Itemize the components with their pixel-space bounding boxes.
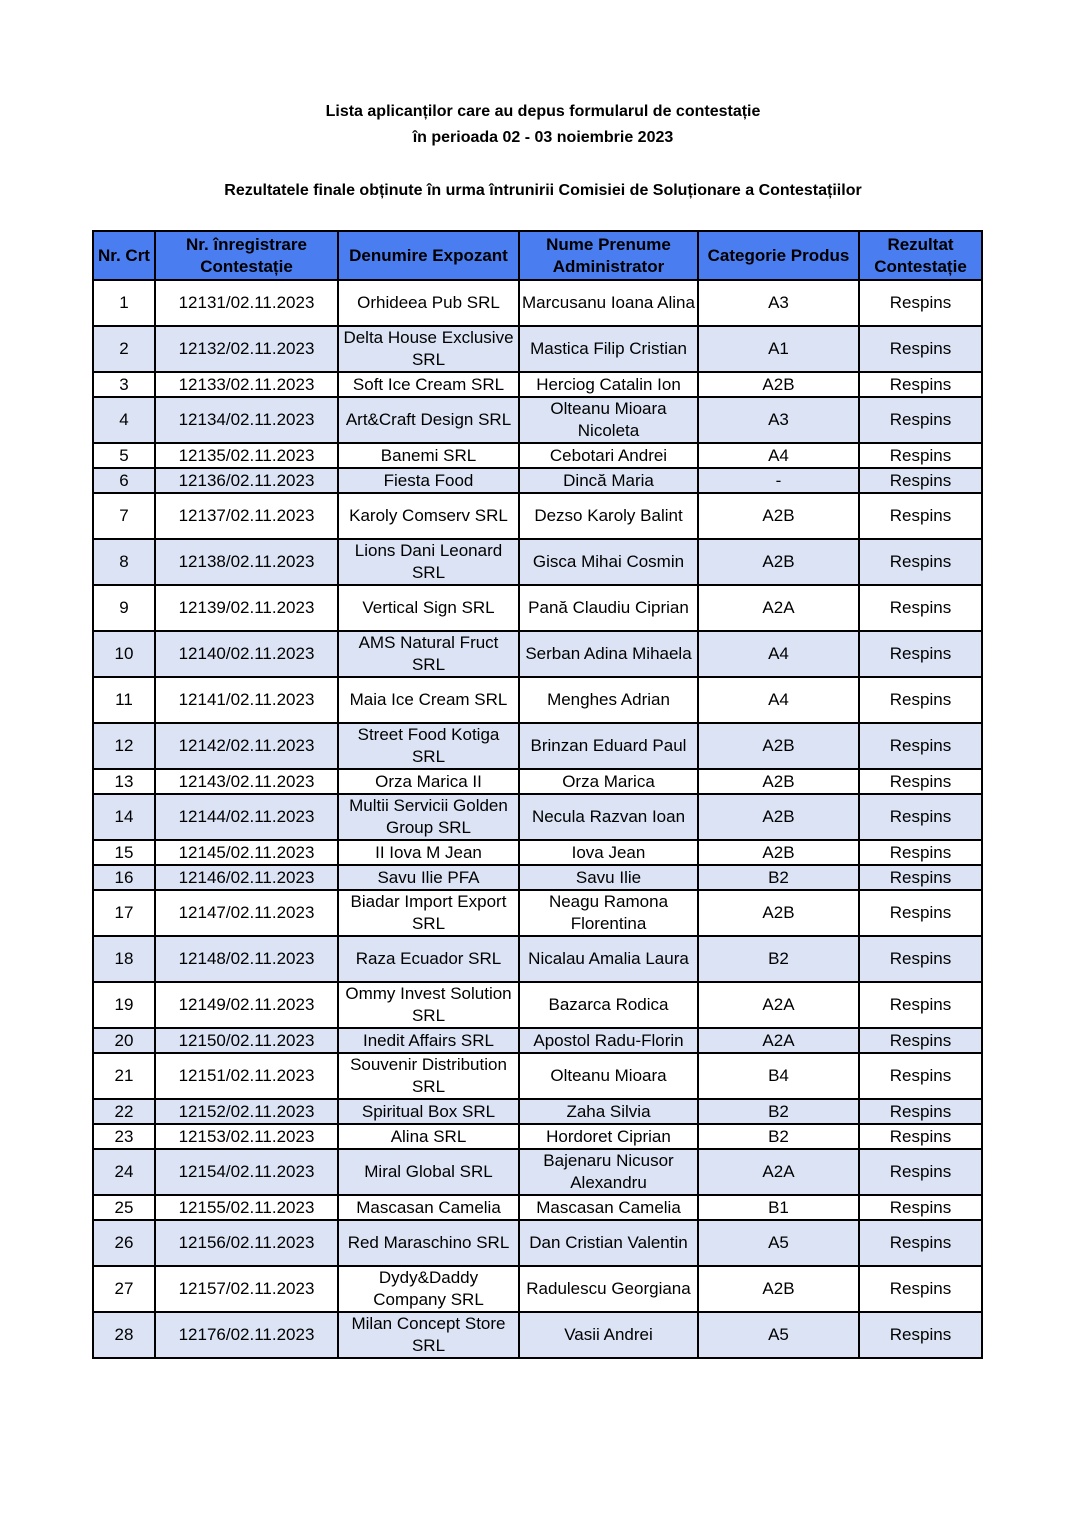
table-row (93, 677, 982, 723)
cell-rezultat: Respins (859, 1220, 982, 1266)
cell-nr-crt: 5 (93, 443, 155, 468)
cell-nr-crt: 11 (93, 677, 155, 723)
cell-nume-administrator: Necula Razvan Ioan (519, 794, 698, 840)
cell-nr-inregistrare: 12148/02.11.2023 (155, 936, 338, 982)
cell-denumire-expozant: Alina SRL (338, 1124, 519, 1149)
table-row (93, 890, 982, 936)
cell-categorie-produs: A2A (698, 1028, 859, 1053)
table-row (93, 1099, 982, 1124)
cell-nr-inregistrare: 12142/02.11.2023 (155, 723, 338, 769)
cell-denumire-expozant: Inedit Affairs SRL (338, 1028, 519, 1053)
cell-rezultat: Respins (859, 631, 982, 677)
cell-categorie-produs: A2B (698, 794, 859, 840)
cell-denumire-expozant: Banemi SRL (338, 443, 519, 468)
cell-denumire-expozant: Mascasan Camelia (338, 1195, 519, 1220)
cell-denumire-expozant: Red Maraschino SRL (338, 1220, 519, 1266)
cell-nr-crt: 17 (93, 890, 155, 936)
cell-denumire-expozant: Spiritual Box SRL (338, 1099, 519, 1124)
cell-nume-administrator: Pană Claudiu Ciprian (519, 585, 698, 631)
cell-nume-administrator: Dezso Karoly Balint (519, 493, 698, 539)
cell-categorie-produs: B2 (698, 865, 859, 890)
cell-denumire-expozant: Fiesta Food (338, 468, 519, 493)
table-row (93, 539, 982, 585)
cell-nr-crt: 21 (93, 1053, 155, 1099)
cell-nume-administrator: Zaha Silvia (519, 1099, 698, 1124)
cell-rezultat: Respins (859, 1124, 982, 1149)
table-row (93, 372, 982, 397)
cell-rezultat: Respins (859, 1312, 982, 1358)
table-row (93, 1266, 982, 1312)
cell-nume-administrator: Mastica Filip Cristian (519, 326, 698, 372)
cell-categorie-produs: A2A (698, 585, 859, 631)
document-subtitle: Rezultatele finale obținute în urma întrunirii Comisiei de Soluționare a Contestațiilor (224, 182, 862, 199)
cell-nr-crt: 9 (93, 585, 155, 631)
title-line-1: Lista aplicanților care au depus formularul de contestație (325, 103, 761, 120)
cell-nr-inregistrare: 12131/02.11.2023 (155, 280, 338, 326)
table-row (93, 982, 982, 1028)
cell-nume-administrator: Iova Jean (519, 840, 698, 865)
cell-categorie-produs: A2B (698, 493, 859, 539)
table-row (93, 326, 982, 372)
table-row (93, 1195, 982, 1220)
cell-rezultat: Respins (859, 769, 982, 794)
table-row (93, 794, 982, 840)
cell-denumire-expozant: Multii Servicii Golden Group SRL (338, 794, 519, 840)
cell-nume-administrator: Menghes Adrian (519, 677, 698, 723)
table-row (93, 1312, 982, 1358)
cell-nr-inregistrare: 12145/02.11.2023 (155, 840, 338, 865)
cell-nr-crt: 6 (93, 468, 155, 493)
table-header-row (93, 231, 982, 280)
cell-rezultat: Respins (859, 326, 982, 372)
cell-nr-inregistrare: 12150/02.11.2023 (155, 1028, 338, 1053)
cell-rezultat: Respins (859, 1266, 982, 1312)
cell-categorie-produs: A2B (698, 1266, 859, 1312)
cell-rezultat: Respins (859, 840, 982, 865)
cell-denumire-expozant: Ommy Invest Solution SRL (338, 982, 519, 1028)
cell-nr-crt: 12 (93, 723, 155, 769)
cell-rezultat: Respins (859, 493, 982, 539)
cell-rezultat: Respins (859, 1053, 982, 1099)
cell-nr-crt: 22 (93, 1099, 155, 1124)
cell-nr-crt: 26 (93, 1220, 155, 1266)
cell-denumire-expozant: Art&Craft Design SRL (338, 397, 519, 443)
table-row (93, 585, 982, 631)
cell-categorie-produs: A2B (698, 723, 859, 769)
cell-denumire-expozant: AMS Natural Fruct SRL (338, 631, 519, 677)
header-rezultat: Rezultat Contestație (859, 231, 982, 280)
table-row (93, 936, 982, 982)
cell-nr-crt: 18 (93, 936, 155, 982)
cell-denumire-expozant: Biadar Import Export SRL (338, 890, 519, 936)
cell-categorie-produs: B2 (698, 936, 859, 982)
table-row (93, 769, 982, 794)
cell-denumire-expozant: Milan Concept Store SRL (338, 1312, 519, 1358)
cell-nr-inregistrare: 12146/02.11.2023 (155, 865, 338, 890)
cell-categorie-produs: - (698, 468, 859, 493)
table-row (93, 1028, 982, 1053)
header-denumire-expozant: Denumire Expozant (338, 231, 519, 280)
cell-nume-administrator: Dincă Maria (519, 468, 698, 493)
cell-categorie-produs: A5 (698, 1220, 859, 1266)
cell-categorie-produs: A2A (698, 982, 859, 1028)
cell-denumire-expozant: Orza Marica II (338, 769, 519, 794)
cell-nr-crt: 19 (93, 982, 155, 1028)
cell-nr-inregistrare: 12149/02.11.2023 (155, 982, 338, 1028)
cell-nr-inregistrare: 12137/02.11.2023 (155, 493, 338, 539)
cell-nume-administrator: Radulescu Georgiana (519, 1266, 698, 1312)
cell-categorie-produs: A5 (698, 1312, 859, 1358)
table-row (93, 865, 982, 890)
cell-rezultat: Respins (859, 890, 982, 936)
table-row (93, 493, 982, 539)
cell-rezultat: Respins (859, 372, 982, 397)
table-row (93, 1124, 982, 1149)
cell-nr-inregistrare: 12176/02.11.2023 (155, 1312, 338, 1358)
cell-nr-inregistrare: 12151/02.11.2023 (155, 1053, 338, 1099)
cell-denumire-expozant: Raza Ecuador SRL (338, 936, 519, 982)
cell-nr-crt: 24 (93, 1149, 155, 1195)
cell-denumire-expozant: Miral Global SRL (338, 1149, 519, 1195)
cell-nr-crt: 23 (93, 1124, 155, 1149)
cell-nume-administrator: Olteanu Mioara Nicoleta (519, 397, 698, 443)
cell-categorie-produs: A3 (698, 280, 859, 326)
cell-rezultat: Respins (859, 585, 982, 631)
cell-categorie-produs: A2A (698, 1149, 859, 1195)
cell-nr-inregistrare: 12156/02.11.2023 (155, 1220, 338, 1266)
cell-nr-inregistrare: 12139/02.11.2023 (155, 585, 338, 631)
cell-nr-inregistrare: 12144/02.11.2023 (155, 794, 338, 840)
cell-categorie-produs: A1 (698, 326, 859, 372)
cell-nr-crt: 4 (93, 397, 155, 443)
cell-rezultat: Respins (859, 1099, 982, 1124)
cell-nume-administrator: Brinzan Eduard Paul (519, 723, 698, 769)
cell-nume-administrator: Bazarca Rodica (519, 982, 698, 1028)
cell-nr-crt: 28 (93, 1312, 155, 1358)
header-nume-administrator: Nume Prenume Administrator (519, 231, 698, 280)
cell-nr-inregistrare: 12132/02.11.2023 (155, 326, 338, 372)
table-row (93, 468, 982, 493)
cell-nr-inregistrare: 12155/02.11.2023 (155, 1195, 338, 1220)
table-row (93, 1149, 982, 1195)
cell-nr-inregistrare: 12143/02.11.2023 (155, 769, 338, 794)
cell-nr-crt: 27 (93, 1266, 155, 1312)
cell-denumire-expozant: Vertical Sign SRL (338, 585, 519, 631)
cell-nume-administrator: Vasii Andrei (519, 1312, 698, 1358)
cell-denumire-expozant: Delta House Exclusive SRL (338, 326, 519, 372)
cell-nr-inregistrare: 12153/02.11.2023 (155, 1124, 338, 1149)
cell-rezultat: Respins (859, 280, 982, 326)
cell-denumire-expozant: Orhideea Pub SRL (338, 280, 519, 326)
cell-nume-administrator: Savu Ilie (519, 865, 698, 890)
cell-nume-administrator: Bajenaru Nicusor Alexandru (519, 1149, 698, 1195)
cell-rezultat: Respins (859, 539, 982, 585)
cell-denumire-expozant: Dydy&Daddy Company SRL (338, 1266, 519, 1312)
cell-categorie-produs: B2 (698, 1124, 859, 1149)
table-row (93, 280, 982, 326)
cell-rezultat: Respins (859, 982, 982, 1028)
cell-nr-crt: 16 (93, 865, 155, 890)
cell-nr-crt: 2 (93, 326, 155, 372)
cell-categorie-produs: B4 (698, 1053, 859, 1099)
cell-nr-inregistrare: 12135/02.11.2023 (155, 443, 338, 468)
cell-denumire-expozant: Lions Dani Leonard SRL (338, 539, 519, 585)
cell-nr-crt: 3 (93, 372, 155, 397)
cell-nr-crt: 1 (93, 280, 155, 326)
cell-categorie-produs: A2B (698, 890, 859, 936)
cell-categorie-produs: A4 (698, 443, 859, 468)
cell-denumire-expozant: Souvenir Distribution SRL (338, 1053, 519, 1099)
cell-categorie-produs: A3 (698, 397, 859, 443)
cell-nr-inregistrare: 12136/02.11.2023 (155, 468, 338, 493)
cell-nume-administrator: Serban Adina Mihaela (519, 631, 698, 677)
cell-nr-inregistrare: 12141/02.11.2023 (155, 677, 338, 723)
cell-denumire-expozant: Karoly Comserv SRL (338, 493, 519, 539)
cell-nr-inregistrare: 12133/02.11.2023 (155, 372, 338, 397)
table-row (93, 397, 982, 443)
cell-denumire-expozant: Savu Ilie PFA (338, 865, 519, 890)
cell-nr-crt: 20 (93, 1028, 155, 1053)
cell-nume-administrator: Dan Cristian Valentin (519, 1220, 698, 1266)
contestations-table (92, 230, 983, 1359)
cell-rezultat: Respins (859, 1028, 982, 1053)
cell-nume-administrator: Mascasan Camelia (519, 1195, 698, 1220)
cell-categorie-produs: A2B (698, 840, 859, 865)
cell-nr-inregistrare: 12147/02.11.2023 (155, 890, 338, 936)
cell-nume-administrator: Marcusanu Ioana Alina (519, 280, 698, 326)
cell-nr-inregistrare: 12154/02.11.2023 (155, 1149, 338, 1195)
cell-rezultat: Respins (859, 468, 982, 493)
cell-rezultat: Respins (859, 865, 982, 890)
table-row (93, 840, 982, 865)
cell-nr-crt: 25 (93, 1195, 155, 1220)
header-categorie-produs: Categorie Produs (698, 231, 859, 280)
cell-rezultat: Respins (859, 397, 982, 443)
cell-nr-inregistrare: 12157/02.11.2023 (155, 1266, 338, 1312)
table-row (93, 723, 982, 769)
cell-denumire-expozant: II Iova M Jean (338, 840, 519, 865)
cell-nr-crt: 7 (93, 493, 155, 539)
cell-nume-administrator: Nicalau Amalia Laura (519, 936, 698, 982)
table-row (93, 631, 982, 677)
cell-rezultat: Respins (859, 794, 982, 840)
cell-categorie-produs: B1 (698, 1195, 859, 1220)
cell-categorie-produs: A2B (698, 372, 859, 397)
cell-nr-crt: 10 (93, 631, 155, 677)
cell-categorie-produs: A2B (698, 769, 859, 794)
cell-rezultat: Respins (859, 723, 982, 769)
cell-nr-crt: 8 (93, 539, 155, 585)
cell-categorie-produs: B2 (698, 1099, 859, 1124)
title-line-2: în perioada 02 - 03 noiembrie 2023 (412, 129, 674, 146)
cell-denumire-expozant: Soft Ice Cream SRL (338, 372, 519, 397)
cell-categorie-produs: A4 (698, 631, 859, 677)
cell-rezultat: Respins (859, 443, 982, 468)
table-row (93, 1220, 982, 1266)
cell-nume-administrator: Apostol Radu-Florin (519, 1028, 698, 1053)
cell-rezultat: Respins (859, 1195, 982, 1220)
cell-rezultat: Respins (859, 936, 982, 982)
cell-nume-administrator: Cebotari Andrei (519, 443, 698, 468)
table-row (93, 443, 982, 468)
cell-denumire-expozant: Street Food Kotiga SRL (338, 723, 519, 769)
cell-rezultat: Respins (859, 677, 982, 723)
cell-nume-administrator: Olteanu Mioara (519, 1053, 698, 1099)
cell-nr-crt: 15 (93, 840, 155, 865)
cell-nr-inregistrare: 12138/02.11.2023 (155, 539, 338, 585)
header-nr-inregistrare: Nr. înregistrare Contestație (155, 231, 338, 280)
cell-nr-crt: 14 (93, 794, 155, 840)
table-row (93, 1053, 982, 1099)
cell-nr-crt: 13 (93, 769, 155, 794)
cell-nume-administrator: Neagu Ramona Florentina (519, 890, 698, 936)
cell-nume-administrator: Gisca Mihai Cosmin (519, 539, 698, 585)
header-nr-crt: Nr. Crt (93, 231, 155, 280)
cell-nume-administrator: Hordoret Ciprian (519, 1124, 698, 1149)
cell-denumire-expozant: Maia Ice Cream SRL (338, 677, 519, 723)
cell-categorie-produs: A4 (698, 677, 859, 723)
cell-nr-inregistrare: 12152/02.11.2023 (155, 1099, 338, 1124)
cell-rezultat: Respins (859, 1149, 982, 1195)
document-title (0, 99, 1086, 151)
cell-categorie-produs: A2B (698, 539, 859, 585)
cell-nr-inregistrare: 12140/02.11.2023 (155, 631, 338, 677)
cell-nume-administrator: Herciog Catalin Ion (519, 372, 698, 397)
cell-nr-inregistrare: 12134/02.11.2023 (155, 397, 338, 443)
cell-nume-administrator: Orza Marica (519, 769, 698, 794)
